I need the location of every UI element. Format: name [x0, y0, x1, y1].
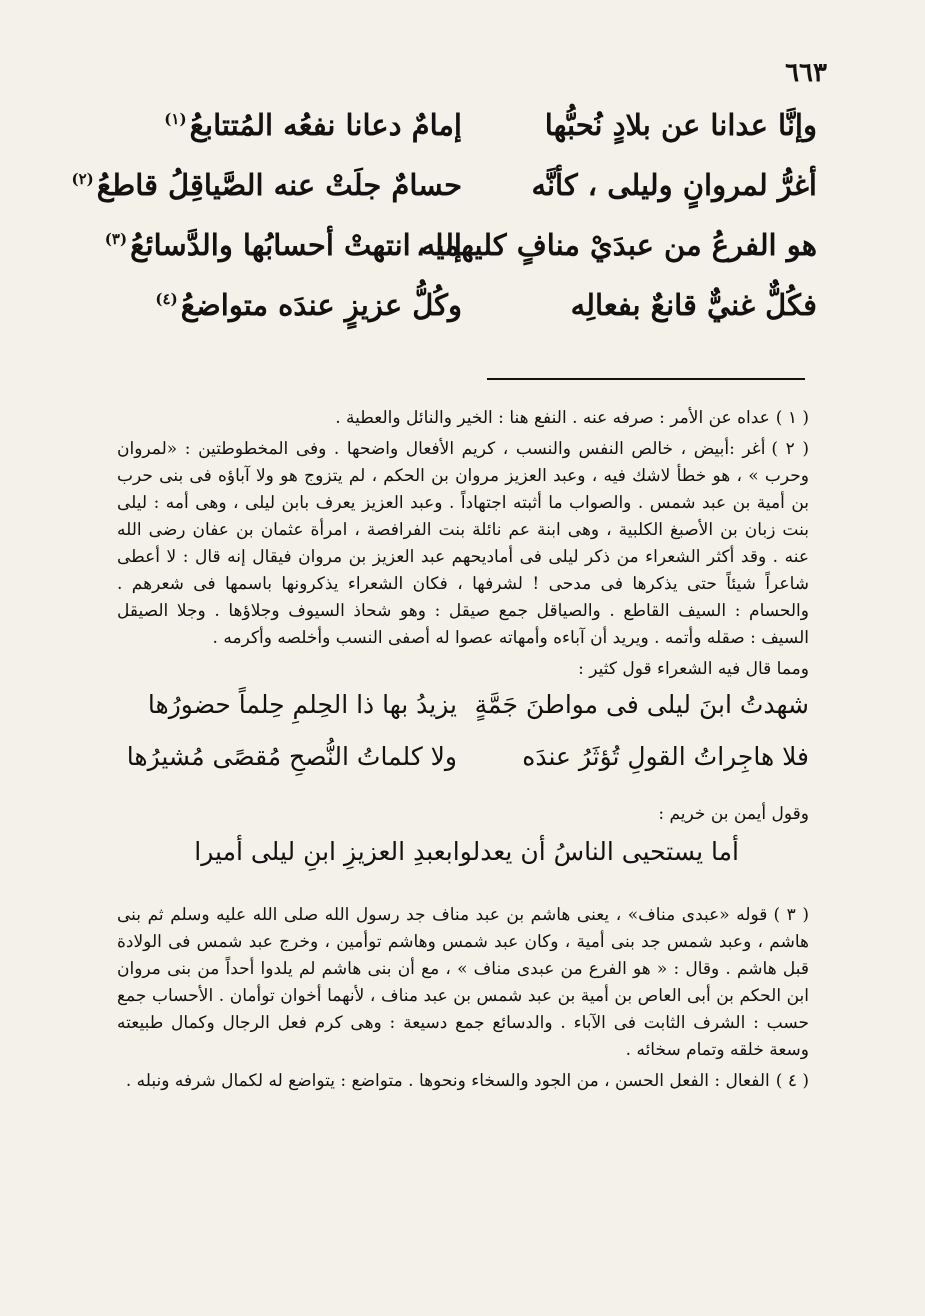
footnote-text: الفعال : الفعل الحسن ، من الجود والسخاء ونحوها . متواضع : يتواضع له لكمال شرفه ونبله . — [125, 1071, 770, 1091]
footnote-text: قوله «عبدى مناف» ، يعنى هاشم بن عبد مناف جد رسول الله صلى الله عليه وسلم ثم بنى هاشم ، وعبد شمس جد بنى أمية ، وكان عبد شمس وهاشم توأمين ، وخرج عبد شمس فى الولادة قبل هاشم . وقال : « هو الفرع من عبدى مناف » ، مع أن بنى هاشم لم يلدوا أحداً من بنى مروان ابن الحكم بن أبى العاص بن أمية بن عبد شمس بن عبد مناف ، لأنهما أخوان توأمان . الأحساب جمع حسب : الشرف الثابت فى الآباء . والدسائع جمع دسيعة : وهى كرم فعل الرجال وكمال طبيعته وسعة خلقه وتمام سخائه . — [117, 905, 809, 1060]
footnote-number: ( ٤ ) — [775, 1071, 809, 1091]
footnote-marker: (٤) — [155, 290, 178, 309]
footnote-2 — [117, 436, 809, 652]
cited-verse-line — [117, 691, 809, 743]
footnote-text: أغر :أبيض ، خالص النفس والنسب ، كريم الأفعال واضحها . وفى المخطوطتين : «لمروان وحرب » ، هو خطأ لاشك فيه ، وعبد العزيز مروان بن الحكم ، لم يتزوج هو ولا آباؤه فى بنى حرب بن أمية بن عبد شمس . والصواب ما أثبته اجتهاداً . وعبد العزيز يعرف بابن ليلى ، وهى أمه : ليلى بنت زبان بن الأصبغ الكلبية ، وهى ابنة عم نائلة بنت الفرافصة ، امرأة عثمان بن عفان رضى الله عنه . وقد أكثر الشعراء من ذكر ليلى فى أماديحهم عبد العزيز بن مروان فيقال إنه قال : لا أعطى شاعراً شيئاً حتى يذكرها فى مدحى ! لشرفها ، فكان الشعراء يذكرونها باسمها فى شعرهم . والحسام : السيف القاطع . والصياقل جمع صيقل : وهو شحاذ السيوف وجلاؤها . وجلا الصيقل السيف : صقله وأتمه . ويريد أن آباءه وأمهاته عصوا له أصفى النسب وأخلصه وأكرمه . — [117, 439, 810, 648]
verse-first-hemistich: هو الفرعُ من عبدَيْ منافٍ كليهما ، — [416, 228, 817, 262]
citation-intro: وقول أيمن بن خريم : — [658, 804, 809, 824]
verse-first-hemistich: أغرُّ لمروانٍ وليلى ، كأنَّه — [531, 168, 817, 202]
verse-first-hemistich: أما يستحيى الناسُ أن يعدلوا — [452, 837, 739, 866]
verse-first-hemistich: فلا هاجِراتُ القولِ تُؤثَرُ عندَه — [522, 742, 809, 771]
verse-line — [104, 228, 817, 288]
footnote-marker: (٢) — [71, 170, 94, 189]
verse-second-hemistich: حسامٌ جلَتْ عنه الصَّياقِلُ قاطعُ$^{(٢)}$ — [71, 168, 462, 202]
verse-line — [117, 288, 817, 348]
footnote-number: ( ٣ ) — [773, 905, 809, 925]
footnote-number: ( ١ ) — [775, 408, 809, 428]
footnote-divider — [487, 378, 805, 380]
verse-first-hemistich: شهدتُ ابنَ ليلى فى مواطنَ جَمَّةٍ — [474, 690, 809, 719]
cited-verse-line — [117, 838, 809, 894]
citation-intro: ومما قال فيه الشعراء قول كثير : — [578, 659, 809, 679]
verse-second-hemistich: إمامٌ دعانا نفعُه المُتتابعُ$^{(١)}$ — [164, 108, 462, 142]
footnote-marker: (٣) — [104, 230, 128, 249]
verse-second-hemistich: إليه انتهتْ أحسابُها والدَّسائعُ$^{(٣)}$ — [104, 228, 462, 262]
cited-poem — [117, 691, 809, 795]
footnote-text: عداه عن الأمر : صرفه عنه . النفع هنا : الخير والنائل والعطية . — [335, 408, 770, 428]
footnote-3 — [117, 902, 809, 1064]
verse-second-hemistich: بعبدِ العزيزِ ابنِ ليلى أميرا — [194, 837, 453, 866]
footnote-4 — [117, 1068, 809, 1095]
poem-main — [71, 108, 817, 348]
verse-second-hemistich: يزيدُ بها ذا الحِلمِ حِلماً حضورُها — [147, 690, 457, 719]
cited-verse-line — [117, 743, 809, 795]
verse-line — [117, 108, 817, 168]
footnotes — [117, 405, 809, 1099]
footnote-1 — [117, 405, 809, 432]
verse-second-hemistich: وكُلُّ عزيزٍ عندَه متواضعُ$^{(٤)}$ — [155, 288, 462, 322]
verse-first-hemistich: وإنَّا عدانا عن بلادٍ نُحبُّها — [544, 108, 817, 142]
verse-line — [71, 168, 817, 228]
footnote-marker: (١) — [164, 110, 187, 129]
verse-first-hemistich: فكُلٌّ غنيٌّ قانعٌ بفعالِه — [570, 288, 817, 322]
page-number: ٦٦٣ — [785, 58, 827, 88]
footnote-number: ( ٢ ) — [771, 439, 809, 459]
cited-poem — [117, 838, 809, 894]
verse-second-hemistich: ولا كلماتُ النُّصحِ مُقصًى مُشيرُها — [126, 742, 457, 771]
